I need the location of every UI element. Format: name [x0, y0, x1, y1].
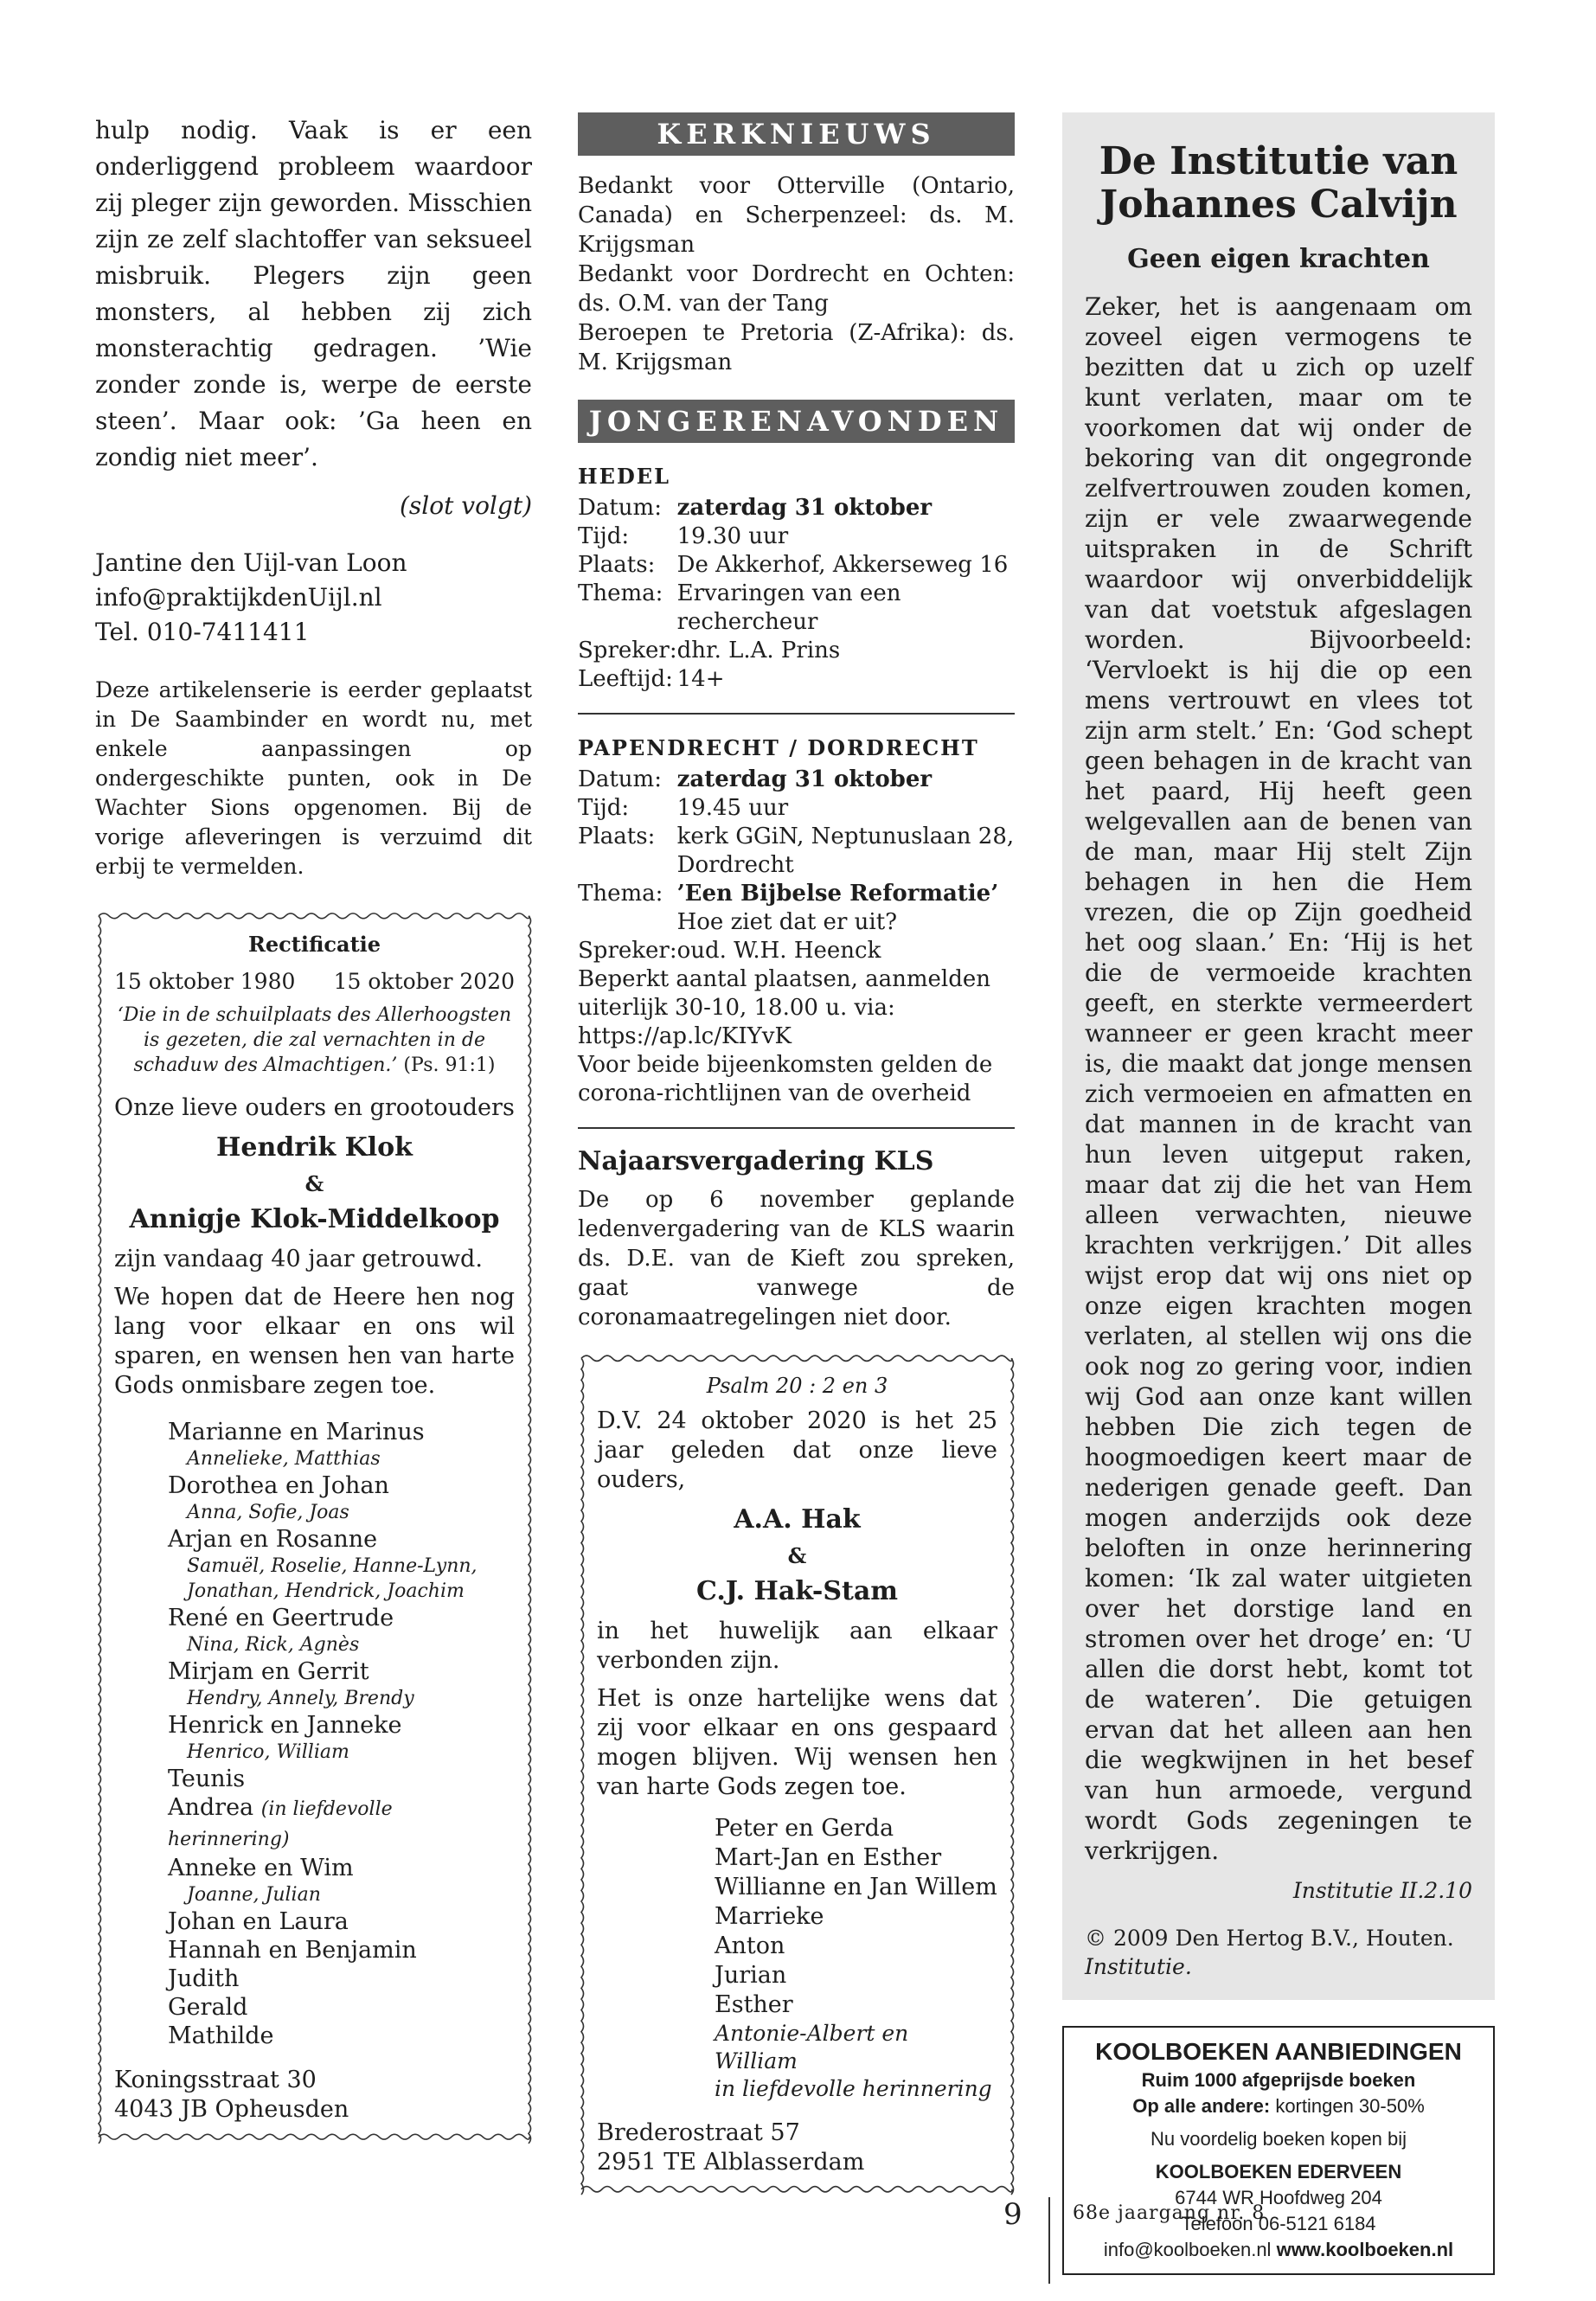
series-note: Deze artikelenserie is eerder geplaatst in De Saambinder en wordt nu, met enkele aanpassingen op ondergeschikte punten, ook in De Wachter Sions opgenomen. Bij de vorige afleveringen is verzuimd dit erbij te vermelden.	[95, 677, 532, 879]
ad-address: 6744 WR Hoofdweg 204	[1175, 2187, 1382, 2208]
couple-name-1: A.A. Hak	[734, 1504, 861, 1535]
announcement-line: in het huwelijk aan elkaar verbonden zijn.	[597, 1618, 997, 1674]
event-city-hedel: HEDEL	[578, 464, 670, 489]
event-row: Leeftijd: 14+	[578, 666, 725, 692]
copyright	[1085, 1924, 1472, 1981]
ampersand: &	[787, 1543, 807, 1568]
kerknieuws-item: Bedankt voor Dordrecht en Ochten: ds. O.M. van der Tang	[578, 261, 1015, 317]
family-member: Marianne en Marinus Annelieke, Matthias	[168, 1419, 425, 1470]
event-row: Plaats: De Akkerhof, Akkerseweg 16	[578, 552, 1009, 578]
announcement-line: zijn vandaag 40 jaar getrouwd.	[114, 1246, 483, 1272]
institutie-reference: Institutie II.2.10	[1292, 1878, 1472, 1903]
kerknieuws-list	[578, 171, 1015, 377]
anniversary-hak-announcement	[578, 1353, 1015, 2195]
event-row: Spreker: dhr. L.A. Prins	[578, 638, 841, 663]
event-details-hedel	[578, 494, 1015, 694]
kerknieuws-item: Bedankt voor Otterville (Ontario, Canada) en Scherpenzeel: ds. M. Krijgsman	[578, 173, 1015, 258]
page-number: 9	[1003, 2197, 1022, 2232]
event-row: Tijd: 19.45 uur	[578, 795, 789, 821]
family-member: Anneke en Wim Joanne, Julian	[168, 1855, 354, 1906]
event-city-papendrecht: PAPENDRECHT / DORDRECHT	[578, 735, 979, 760]
verse-reference: (Ps. 91:1)	[403, 1054, 496, 1076]
family-member: Teunis	[168, 1766, 246, 1792]
couple-name-2: Annigje Klok-Middelkoop	[129, 1204, 500, 1234]
institutie-subtitle: Geen eigen krachten	[1127, 244, 1430, 274]
ad-line: Op alle andere: kortingen 30-50%	[1132, 2095, 1425, 2117]
date-anniversary: 15 oktober 2020	[333, 969, 515, 994]
announcement-intro: Onze lieve ouders en grootouders	[114, 1094, 515, 1121]
ad-title: KOOLBOEKEN AANBIEDINGEN	[1095, 2038, 1462, 2065]
to-be-continued: (slot volgt)	[400, 491, 532, 520]
psalm-reference: Psalm 20 : 2 en 3	[706, 1374, 888, 1398]
ad-line: Nu voordelig boeken kopen bij	[1151, 2128, 1407, 2150]
verse-text: ‘Die in de schuilplaats des Allerhoogsten is gezeten, die zal vernachten in de schaduw des Almachtigen.’	[117, 1004, 512, 1076]
najaars-heading: Najaarsvergadering KLS	[578, 1146, 934, 1176]
date-wedding: 15 oktober 1980	[114, 969, 296, 994]
rectificatie-announcement	[95, 911, 532, 2142]
ad-shop-name: KOOLBOEKEN EDERVEEN	[1155, 2161, 1402, 2182]
registration-info: Beperkt aantal plaatsen, aanmelden uiterlijk 30-10, 18.00 u. via: https://ap.lc/KIYvK	[578, 966, 990, 1049]
institutie-text: Zeker, het is aangenaam om zoveel eigen vermogens te bezitten dat u zich op uzelf kunt verlaten, maar om te voorkomen dat wij onder de bekoring van dit ongegronde zelfvertrouwen zouden komen, zijn er vele zwaarwegende uitspraken in de Schrift waardoor wij onverbiddelijk van dat voetstuk afgeslagen worden. Bijvoorbeeld: ‘Vervloekt is hij die op een mens vertrouwt en vlees tot zijn arm stelt.’ En: ‘God schept geen behagen in de kracht van het paard, Hij heeft geen welgevallen aan de benen van de man, maar Hij stelt Zijn behagen in hen die Hem vrezen, die op Zijn goedheid het oog slaan.’ En: ‘Hij is het die de vermoeide krachten geeft, en sterkte vermeerdert wanneer er geen kracht meer is, die maakt dat jonge mensen zich vermoeien en afmatten en dat mannen in de kracht van hun leven uitgeput raken, maar dat zij die het van Hem alleen verwachten, nieuwe krachten verkrijgen.’ Dit alles wijst erop dat wij ons niet op onze eigen krachten mogen verlaten, al stellen wij ons die ook nog zo gering voor, indien wij God aan onze kant willen hebben Die zich tegen de hoogmoedigen keert maar de nederigen genade geeft. Dan mogen anderzijds ook deze beloften in onze herinnering komen: ‘Ik zal water uitgieten over het dorstige land en stromen over het droge’ en: ‘U allen die dorst hebt, komt tot de wateren’. Die getuigen ervan dat het alleen aan hen die wegkwijnen in het besef van hun armoede, vergund wordt Gods zegeningen te verkrijgen.	[1085, 292, 1472, 1865]
column-right	[1062, 112, 1495, 2275]
rectificatie-title: Rectificatie	[247, 932, 381, 957]
family-member: Mathilde	[168, 2022, 274, 2049]
announcement-intro: D.V. 24 oktober 2020 is het 25 jaar geleden dat onze lieve ouders,	[597, 1407, 997, 1493]
address-city: 2951 TE Alblasserdam	[597, 2149, 865, 2176]
address-street: Brederostraat 57	[597, 2119, 800, 2146]
column-middle	[578, 112, 1015, 2195]
divider	[578, 713, 1015, 715]
address-street: Koningsstraat 30	[114, 2067, 317, 2093]
kerknieuws-item: Beroepen te Pretoria (Z-Afrika): ds. M. Krijgsman	[578, 320, 1015, 375]
signer: Esther	[715, 1991, 793, 2018]
event-row: Thema: ’Een Bijbelse Reformatie’ Hoe ziet dat er uit?	[578, 881, 999, 935]
family-member: Johan en Laura	[168, 1908, 349, 1935]
announcement-wish: We hopen dat de Heere hen nog lang voor elkaar en ons wil sparen, en wensen hen van harte Gods onmisbare zegen toe.	[114, 1284, 515, 1399]
event-row: Datum: zaterdag 31 oktober	[578, 766, 933, 792]
article-text: hulp nodig. Vaak is er een onderliggend probleem waardoor zij pleger zijn geworden. Misschien zijn ze zelf slachtoffer van seksueel misbruik. Plegers zijn geen monsters, al hebben zij zich monsterachtig gedragen. ’Wie zonder zonde is, werpe de eerste steen’. Maar ook: ’Ga heen en zondig niet meer’.	[95, 116, 532, 471]
family-member: Arjan en Rosanne Samuël, Roselie, Hanne-Lynn, Jonathan, Hendrick, Joachim	[168, 1526, 478, 1602]
divider	[578, 1127, 1015, 1129]
family-member: Judith	[168, 1965, 240, 1992]
author-contact	[95, 546, 532, 650]
signer-memorial-note: in liefdevolle herinnering	[715, 2076, 992, 2101]
signer-memorial: Antonie-Albert en William	[715, 2021, 909, 2073]
copyright-line: © 2009 Den Hertog B.V., Houten.	[1085, 1926, 1454, 1951]
signer: Anton	[715, 1932, 785, 1959]
event-row: Tijd: 19.30 uur	[578, 523, 789, 549]
article-ending	[95, 112, 532, 476]
ad-phone: Telefoon 06-5121 6184	[1181, 2213, 1376, 2234]
footer-divider	[1048, 2197, 1050, 2284]
copyright-title: Institutie.	[1085, 1954, 1192, 1979]
couple-name-1: Hendrik Klok	[216, 1132, 413, 1163]
ad-website[interactable]: www.koolboeken.nl	[1276, 2239, 1454, 2260]
jongerenavonden-heading: JONGERENAVONDEN	[578, 400, 1015, 443]
page-footer	[0, 2180, 1596, 2292]
event-row: Spreker: oud. W.H. Heenck	[578, 938, 881, 964]
author-email[interactable]: info@praktijkdenUijl.nl	[95, 583, 382, 612]
corona-note: Voor beide bijeenkomsten gelden de corona-richtlijnen van de overheid	[578, 1052, 993, 1106]
ad-line: Ruim 1000 afgeprijsde boeken	[1141, 2069, 1416, 2091]
event-details-papendrecht	[578, 766, 1015, 965]
family-member: Gerald	[168, 1994, 248, 2021]
wavy-border	[578, 1353, 1015, 2195]
event-row: Thema: Ervaringen van een rechercheur	[578, 580, 901, 635]
institutie-box	[1062, 112, 1495, 2000]
announcement-wish: Het is onze hartelijke wens dat zij voor elkaar en ons gespaard mogen blijven. Wij wensen hen van harte Gods zegen toe.	[597, 1685, 997, 1800]
event-row: Plaats: kerk GGiN, Neptunuslaan 28, Dordrecht	[578, 824, 1015, 878]
couple-name-2: C.J. Hak-Stam	[695, 1576, 899, 1606]
family-member-memorial: Andrea (in liefdevolle herinnering)	[168, 1794, 393, 1850]
column-left	[95, 112, 532, 2142]
author-name: Jantine den Uijl-van Loon	[95, 548, 407, 577]
event-row: Datum: zaterdag 31 oktober	[578, 495, 933, 521]
institutie-title: De Institutie van Johannes Calvijn	[1099, 139, 1458, 227]
signer: Mart-Jan en Esther	[715, 1844, 942, 1871]
journal-issue: 68e jaargang nr. 8	[1073, 2202, 1266, 2224]
family-member: René en Geertrude Nina, Rick, Agnès	[168, 1605, 394, 1656]
signer: Willianne en Jan Willem	[715, 1874, 997, 1900]
ad-email[interactable]: info@koolboeken.nl	[1103, 2239, 1272, 2260]
family-member: Hannah en Benjamin	[168, 1937, 417, 1964]
signer: Marrieke	[715, 1903, 824, 1930]
author-phone: Tel. 010-7411411	[95, 618, 310, 646]
signer: Jurian	[715, 1962, 787, 1989]
ampersand: &	[304, 1171, 324, 1196]
address-city: 4043 JB Opheusden	[114, 2096, 349, 2123]
family-member: Mirjam en Gerrit Hendry, Annely, Brendy	[168, 1658, 414, 1709]
najaars-text: De op 6 november geplande ledenvergadering van de KLS waarin ds. D.E. van de Kieft zou spreken, gaat vanwege de coronamaatregelingen niet door.	[578, 1187, 1015, 1330]
wavy-border	[95, 911, 532, 2142]
kerknieuws-heading: KERKNIEUWS	[578, 112, 1015, 156]
family-member: Henrick en Janneke Henrico, William	[168, 1712, 402, 1763]
signer: Peter en Gerda	[715, 1815, 894, 1842]
family-member: Dorothea en Johan Anna, Sofie, Joas	[168, 1472, 389, 1523]
